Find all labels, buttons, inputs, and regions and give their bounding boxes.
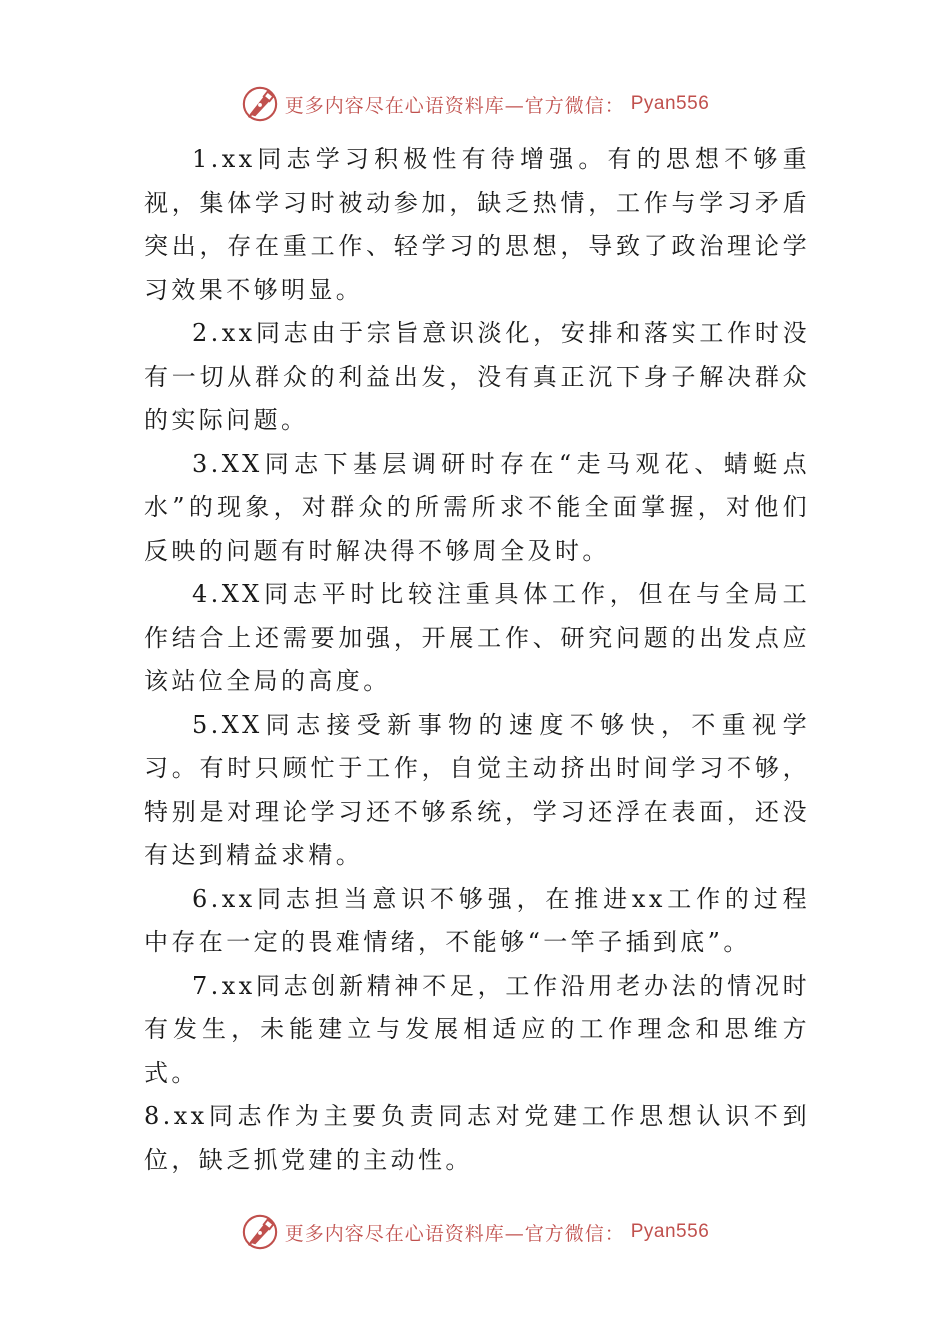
paragraph-8: 8.xx同志作为主要负责同志对党建工作思想认识不到位，缺乏抓党建的主动性。 — [144, 1102, 810, 1174]
watermark-wechat-id: Pyan556 — [630, 1221, 710, 1242]
watermark-text: 更多内容尽在心语资料库—官方微信： — [284, 94, 625, 117]
paragraph-3: 3.XX同志下基层调研时存在“走马观花、蜻蜓点水”的现象，对群众的所需所求不能全面掌握，对他们反映的问题有时解决得不够周全及时。 — [144, 449, 810, 565]
paragraph-7: 7.xx同志创新精神不足，工作沿用老办法的情况时有发生，未能建立与发展相适应的工作理念和思维方式。 — [144, 971, 810, 1087]
paragraph-6: 6.xx同志担当意识不够强，在推进xx工作的过程中存在一定的畏难情绪，不能够“一竿子插到底”。 — [144, 884, 810, 956]
watermark-wechat-id: Pyan556 — [630, 93, 710, 114]
pen-nib-logo-icon — [241, 1213, 279, 1251]
paragraph-5: 5.XX同志接受新事物的速度不够快，不重视学习。有时只顾忙于工作，自觉主动挤出时间学习不够，特别是对理论学习还不够系统，学习还浮在表面，还没有达到精益求精。 — [144, 710, 810, 869]
paragraph-4: 4.XX同志平时比较注重具体工作，但在与全局工作结合上还需要加强，开展工作、研究问题的出发点应该站位全局的高度。 — [144, 580, 810, 695]
document-body — [144, 138, 810, 1182]
header-watermark — [0, 84, 950, 124]
paragraph-2: 2.xx同志由于宗旨意识淡化，安排和落实工作时没有一切从群众的利益出发，没有真正沉下身子解决群众的实际问题。 — [144, 319, 810, 434]
paragraph-1: 1.xx同志学习积极性有待增强。有的思想不够重视，集体学习时被动参加，缺乏热情，工作与学习矛盾突出，存在重工作、轻学习的思想，导致了政治理论学习效果不够明显。 — [144, 145, 810, 304]
footer-watermark — [0, 1212, 950, 1252]
watermark-text: 更多内容尽在心语资料库—官方微信： — [284, 1222, 625, 1245]
pen-nib-logo-icon — [241, 85, 279, 123]
